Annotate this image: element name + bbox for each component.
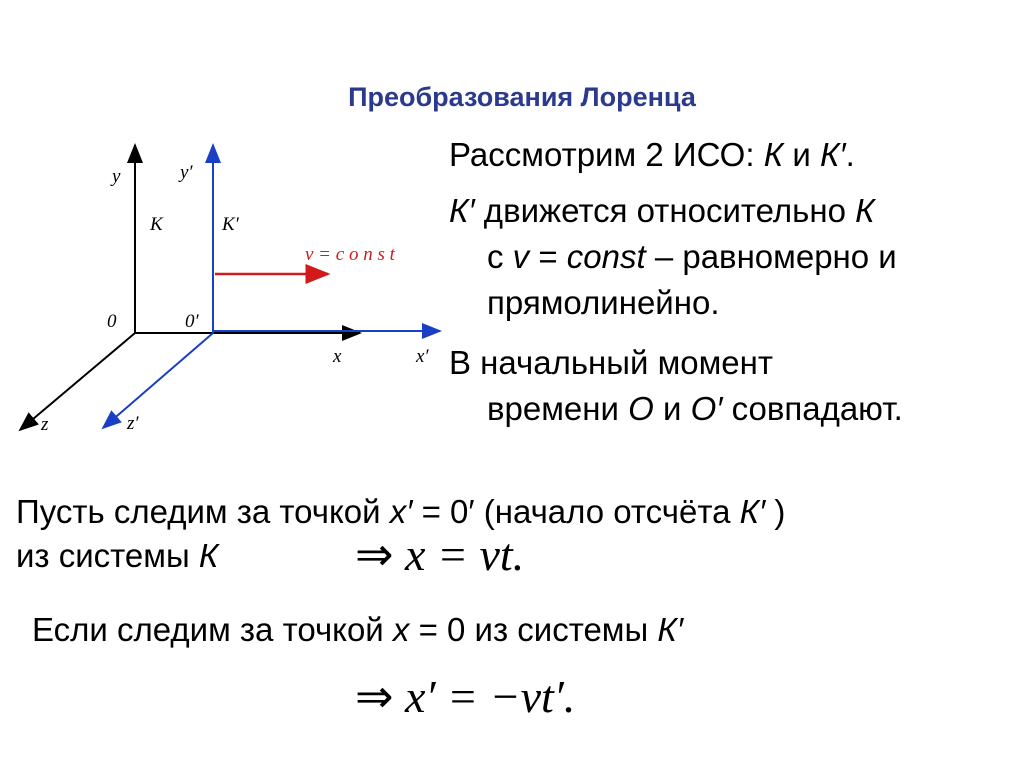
k-prime-frame-label: K′ [222, 214, 239, 235]
k-z-label: z [41, 414, 49, 435]
formula-xprime-minus-vtprime: ⇒ x′ = −vt′. [355, 671, 576, 722]
k-prime-z-label: z′ [127, 413, 139, 434]
k-prime-y-label: y′ [180, 162, 193, 183]
velocity-label: v = c o n s t [305, 244, 395, 265]
reference-frames-diagram [0, 130, 450, 440]
k-origin-label: 0 [107, 311, 117, 332]
k-y-label: y [112, 166, 121, 187]
paragraph-two-frames: Рассмотрим 2 ИСО: К и К′. [449, 136, 855, 173]
k-x-label: x [333, 346, 342, 367]
paragraph-motion: К′ движется относительно К с v = const – равномерно и прямолинейно. [449, 192, 897, 321]
follow-point-k: Если следим за точкой x = 0 из системы К′ [32, 611, 684, 648]
k-prime-origin-label: 0′ [185, 311, 199, 332]
k-frame-label: K [150, 214, 163, 235]
formula-x-vt: ⇒ x = vt. [355, 529, 525, 580]
follow-point-k-prime: Пусть следим за точкой x′ = 0′ (начало отсчёта К′ ) из системы К [16, 493, 786, 574]
slide-title: Преобразования Лоренца [348, 82, 696, 112]
k-prime-x-label: x′ [416, 346, 429, 367]
paragraph-initial-moment: В начальный момент времени О и О′ совпадают. [449, 344, 903, 427]
